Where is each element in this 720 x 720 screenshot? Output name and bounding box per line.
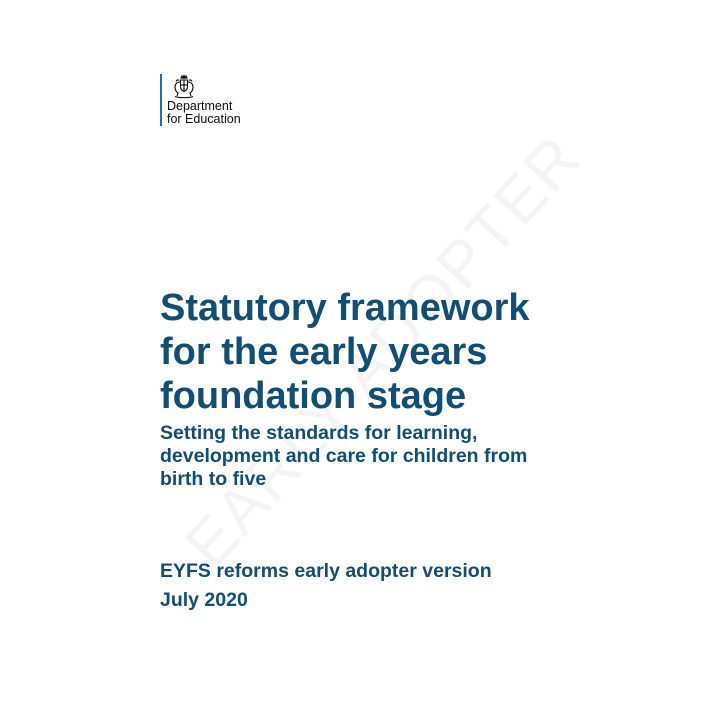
document-subtitle bbox=[160, 422, 680, 491]
department-name-line1: Department bbox=[167, 99, 233, 113]
royal-coat-of-arms-icon bbox=[171, 74, 197, 100]
department-name-line2: for Education bbox=[167, 112, 241, 126]
title-line-1: Statutory framework bbox=[160, 287, 530, 329]
document-title bbox=[160, 286, 680, 418]
publication-date: July 2020 bbox=[160, 589, 248, 611]
subtitle-line-3: birth to five bbox=[160, 468, 267, 490]
department-logo bbox=[160, 74, 241, 126]
title-line-3: foundation stage bbox=[160, 375, 467, 417]
title-line-2: for the early years bbox=[160, 331, 488, 373]
document-version: EYFS reforms early adopter version bbox=[160, 560, 492, 582]
subtitle-line-2: development and care for children from bbox=[160, 445, 528, 467]
subtitle-line-1: Setting the standards for learning, bbox=[160, 422, 478, 444]
